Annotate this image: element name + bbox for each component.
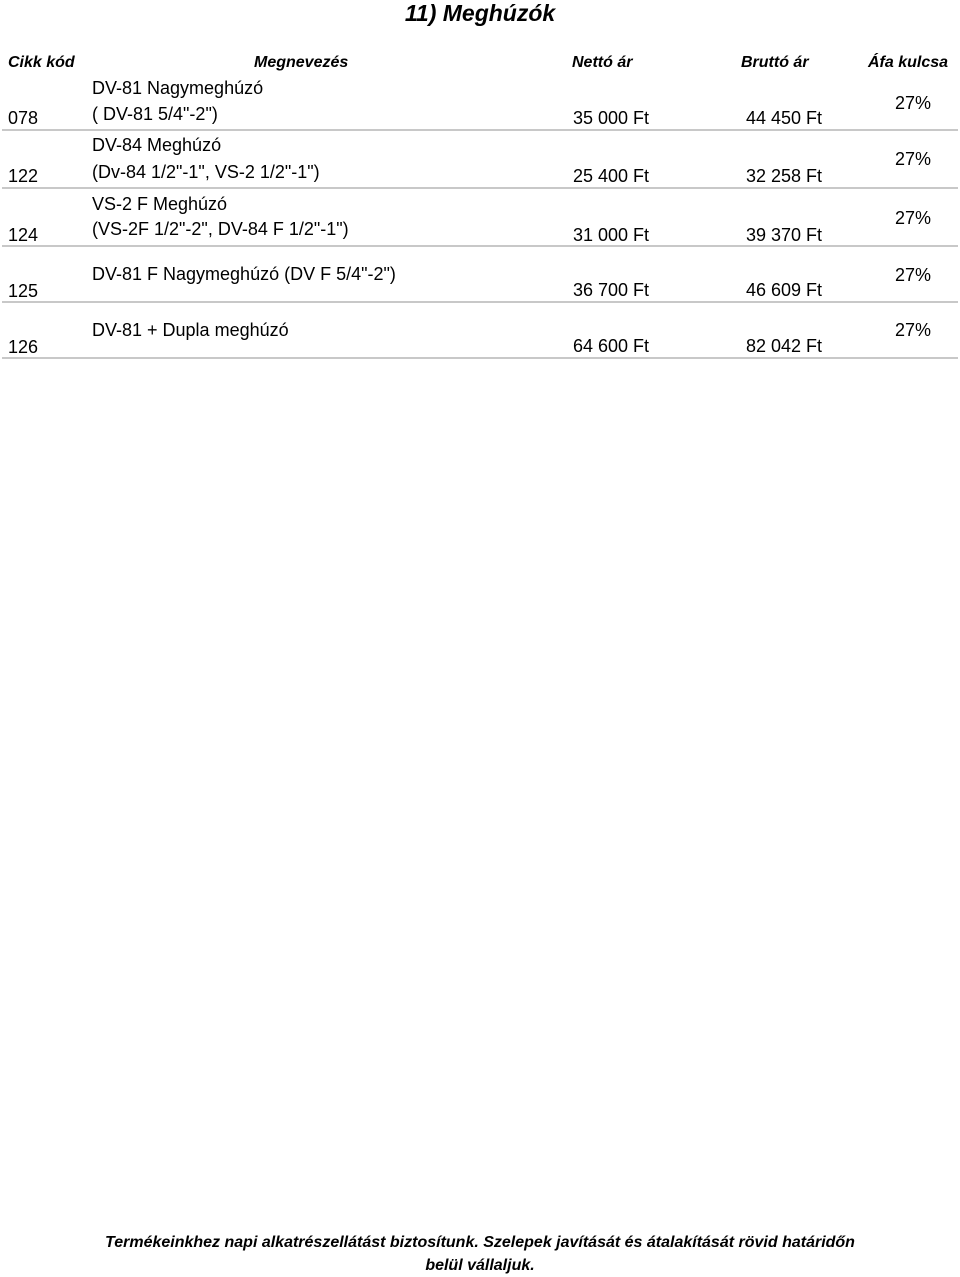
- item-name: DV-81 F Nagymeghúzó (DV F 5/4"-2"): [92, 264, 396, 284]
- vat-rate: 27%: [894, 208, 931, 228]
- item-code: 124: [8, 225, 39, 245]
- column-header-gross-price: Bruttó ár: [741, 54, 809, 71]
- vat-rate: 27%: [894, 265, 931, 285]
- column-header-vat-rate: Áfa kulcsa: [868, 54, 949, 71]
- item-name: VS-2 F Meghúzó: [92, 194, 228, 214]
- net-price: 25 400 Ft: [572, 166, 649, 186]
- table-row: [0, 189, 960, 247]
- gross-price: 32 258 Ft: [745, 166, 822, 186]
- item-name: DV-81 Nagymeghúzó: [92, 78, 264, 98]
- net-price: 64 600 Ft: [572, 336, 649, 356]
- table-header: [0, 54, 960, 74]
- table-row: [0, 131, 960, 189]
- item-name: DV-84 Meghúzó: [92, 135, 222, 155]
- gross-price: 44 450 Ft: [745, 108, 822, 128]
- footer-line: Termékeinkhez napi alkatrészellátást biztosítunk. Szelepek javítását és átalakítását rövid határidőn: [105, 1234, 855, 1251]
- net-price: 36 700 Ft: [572, 280, 649, 300]
- gross-price: 46 609 Ft: [745, 280, 822, 300]
- page-title: 11) Meghúzók: [404, 0, 556, 26]
- vat-rate: 27%: [894, 149, 931, 169]
- vat-rate: 27%: [894, 93, 931, 113]
- item-name-detail: ( DV-81 5/4"-2"): [92, 104, 218, 124]
- item-name-detail: (Dv-84 1/2"-1", VS-2 1/2"-1"): [92, 162, 320, 182]
- table-row: [0, 75, 960, 131]
- column-header-net-price: Nettó ár: [572, 54, 633, 71]
- item-name-detail: (VS-2F 1/2"-2", DV-84 F 1/2"-1"): [92, 219, 349, 239]
- table-row: [0, 247, 960, 303]
- column-header-code: Cikk kód: [8, 54, 75, 71]
- item-name: DV-81 + Dupla meghúzó: [92, 320, 289, 340]
- footer-note: [0, 1231, 960, 1277]
- net-price: 35 000 Ft: [572, 108, 649, 128]
- column-header-name: Megnevezés: [254, 54, 349, 71]
- net-price: 31 000 Ft: [572, 225, 649, 245]
- gross-price: 82 042 Ft: [745, 336, 822, 356]
- item-code: 126: [8, 337, 39, 357]
- table-row: [0, 303, 960, 359]
- item-code: 125: [8, 281, 39, 301]
- gross-price: 39 370 Ft: [745, 225, 822, 245]
- footer-line: belül vállaljuk.: [425, 1257, 535, 1274]
- vat-rate: 27%: [894, 320, 931, 340]
- item-code: 078: [8, 108, 39, 128]
- item-code: 122: [8, 166, 39, 186]
